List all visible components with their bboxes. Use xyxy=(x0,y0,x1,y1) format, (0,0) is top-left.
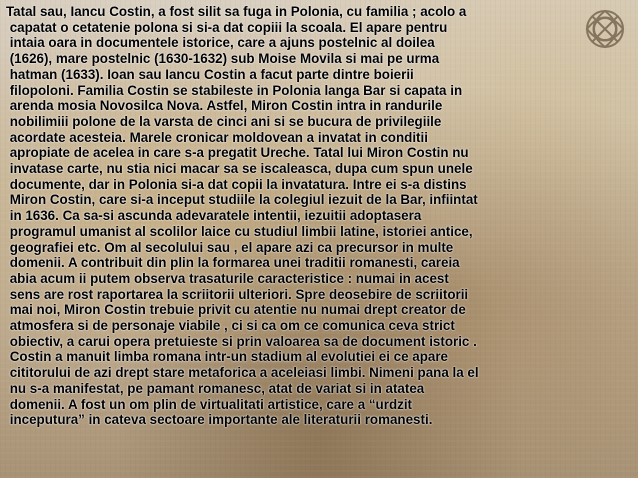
text-line: sens are rost raportarea la scriitorii ulteriori. Spre deosebire de scriitorii xyxy=(6,286,469,302)
text-line: hatman (1633). Ioan sau Iancu Costin a facut parte dintre boierii xyxy=(6,66,414,82)
text-line: capatat o cetatenie polona si si-a dat copiii la scoala. El apare pentru xyxy=(6,19,448,35)
text-line: cititorului de azi drept stare metaforica a aceleiasi limbi. Nimeni pana la el xyxy=(6,365,479,381)
document-body-text xyxy=(6,4,634,428)
text-line: atmosfera si de personaje viabile , ci si ca om ce comunica ceva strict xyxy=(6,318,455,334)
text-line: Costin a manuit limba romana intr-un stadium al evolutiei ei ce apare xyxy=(6,349,448,365)
text-line: programul umanist al scolilor laice cu studiul limbii latine, istoriei antice, xyxy=(6,223,473,239)
text-line: geografiei etc. Om al secolului sau , el apare azi ca precursor in multe xyxy=(6,239,454,255)
text-line: acordate acesteia. Marele cronicar moldovean a invatat in conditii xyxy=(6,129,428,145)
text-line: in 1636. Ca sa-si ascunda adevaratele intentii, iezuitii adoptasera xyxy=(6,208,422,224)
text-line: domenii. A fost un om plin de virtualitati artistice, care a “urdzit xyxy=(6,396,413,412)
text-line: apropiate de acelea in care s-a pregatit Ureche. Tatal lui Miron Costin nu xyxy=(6,145,469,161)
text-line: inceputura” in cateva sectoare importante ale literaturii romanesti. xyxy=(6,412,433,428)
text-line: invatase carte, nu stia nici macar sa se iscaleasca, dupa cum spun unele xyxy=(6,161,473,177)
text-line: obiectiv, a carui opera pretuieste si prin valoarea sa de document istoric . xyxy=(6,333,477,349)
text-line: arenda mosia Novosilca Nova. Astfel, Miron Costin intra in randurile xyxy=(6,98,443,114)
text-line: domenii. A contribuit din plin la formarea unei traditii romanesti, careia xyxy=(6,255,460,271)
text-line: nobilimiii polone de la varsta de cinci ani si se bucura de privilegiile xyxy=(6,113,442,129)
text-line: documente, dar in Polonia si-a dat copii la invatatura. Intre ei s-a distins xyxy=(6,176,467,192)
text-line: (1626), mare postelnic (1630-1632) sub Moise Movila si mai pe urma xyxy=(6,51,440,67)
text-line: intaia oara in documentele istorice, care a ajuns postelnic al doilea xyxy=(6,35,435,51)
text-line: filopoloni. Familia Costin se stabileste in Polonia langa Bar si capata in xyxy=(6,82,463,98)
text-line: mai noi, Miron Costin trebuie privit cu atentie nu numai drept creator de xyxy=(6,302,466,318)
text-line: Miron Costin, care si-a inceput studiile la colegiul iezuit de la Bar, infiintat xyxy=(6,192,478,208)
text-line: Tatal sau, Iancu Costin, a fost silit sa fuga in Polonia, cu familia ; acolo a xyxy=(6,4,467,19)
text-line: nu s-a manifestat, pe pamant romanesc, atat de variat si in atatea xyxy=(6,380,425,396)
text-line: abia acum ii putem observa trasaturile caracteristice : numai in acest xyxy=(6,270,449,286)
